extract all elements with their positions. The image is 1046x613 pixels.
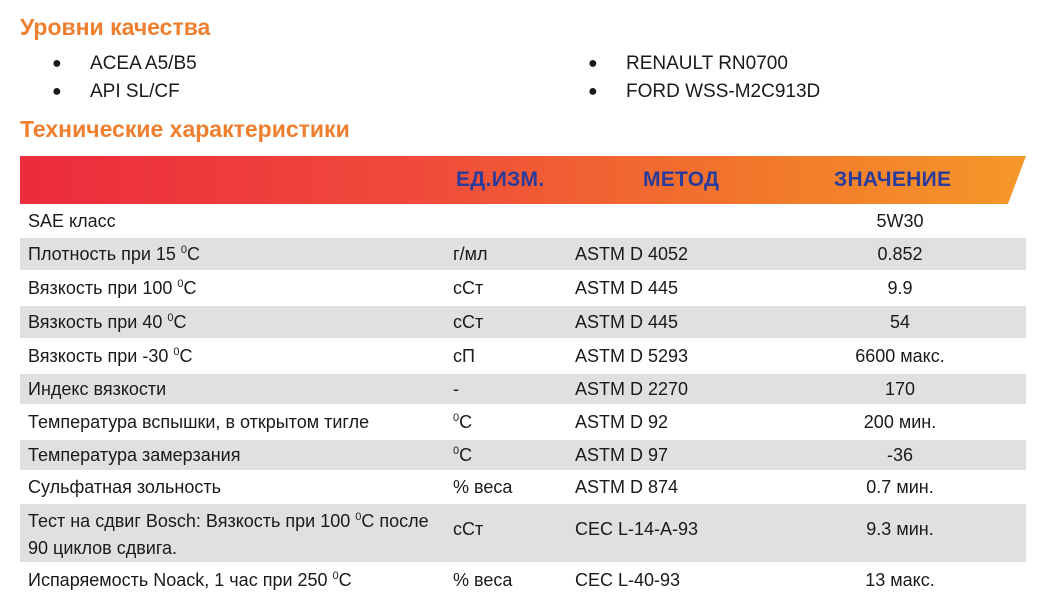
quality-item: ● FORD WSS-M2C913D <box>588 78 820 106</box>
param-method: ASTM D 2270 <box>575 379 689 399</box>
degree-superscript: 0 <box>453 445 460 457</box>
quality-item: ● ACEA A5/B5 <box>52 50 197 78</box>
param-unit: - <box>453 379 459 399</box>
param-name: SAE класс <box>28 211 116 231</box>
degree-superscript: 0 <box>453 412 460 424</box>
param-value: 170 <box>884 379 916 399</box>
param-method: ASTM D 97 <box>575 445 669 465</box>
header-unit: ЕД.ИЗМ. <box>456 168 545 191</box>
param-method: CEC L-14-A-93 <box>575 519 699 539</box>
table-row <box>20 504 1026 562</box>
param-unit: сСт <box>453 519 484 539</box>
param-method: ASTM D 5293 <box>575 346 689 366</box>
quality-item: ● RENAULT RN0700 <box>588 50 820 78</box>
table-row <box>20 272 1026 304</box>
param-method: ASTM D 874 <box>575 477 679 497</box>
degree-superscript: 0 <box>332 570 339 582</box>
degree-superscript: 0 <box>180 244 188 256</box>
table-row <box>20 472 1026 502</box>
bullet-icon: ● <box>588 55 598 72</box>
param-value: 0.852 <box>877 244 923 264</box>
degree-superscript: 0 <box>167 312 174 324</box>
quality-list-left <box>52 50 197 106</box>
table-row <box>20 406 1026 438</box>
quality-levels-title: Уровни качества <box>20 14 211 40</box>
param-unit: $^0$С <box>453 412 473 432</box>
param-name: Сульфатная зольность <box>28 477 221 497</box>
param-method: ASTM D 445 <box>575 312 679 332</box>
degree-superscript: 0 <box>355 511 362 523</box>
param-value: 200 мин. <box>863 412 937 432</box>
header-value: ЗНАЧЕНИЕ <box>834 168 952 191</box>
param-unit: г/мл <box>453 244 488 264</box>
param-unit: % веса <box>453 477 513 497</box>
tech-specs-title: Технические характеристики <box>20 116 350 142</box>
param-name: Вязкость при 100 $^0$С <box>28 278 197 298</box>
table-row <box>20 440 1026 470</box>
table-row <box>20 374 1026 404</box>
degree-superscript: 0 <box>173 346 180 358</box>
bullet-icon: ● <box>588 83 598 100</box>
param-unit: $^0$С <box>453 445 473 465</box>
degree-superscript: 0 <box>177 278 184 290</box>
param-unit: % веса <box>453 570 513 590</box>
param-value: 9.3 мин. <box>866 519 934 539</box>
quality-item: ● API SL/CF <box>52 78 197 106</box>
table-row <box>20 306 1026 338</box>
header-method: МЕТОД <box>643 168 720 191</box>
table-row <box>20 340 1026 372</box>
param-value: 0.7 мин. <box>866 477 934 497</box>
param-method: ASTM D 92 <box>575 412 669 432</box>
param-value: 54 <box>889 312 911 332</box>
param-unit: сСт <box>453 312 484 332</box>
table-row <box>20 238 1026 270</box>
param-name: Индекс вязкости <box>28 379 167 399</box>
param-method: ASTM D 4052 <box>575 244 689 264</box>
param-method: ASTM D 445 <box>575 278 679 298</box>
param-name: Температура замерзания <box>28 445 241 465</box>
param-name: Температура вспышки, в открытом тигле <box>28 412 370 432</box>
param-name: Испаряемость Noack, 1 час при 250 $^0$С <box>28 570 352 590</box>
bullet-icon: ● <box>52 83 62 100</box>
specs-table <box>20 206 1026 598</box>
param-unit: сП <box>453 346 475 366</box>
param-name: Вязкость при -30 $^0$С <box>28 346 193 366</box>
param-name: Плотность при 15 $^0$С <box>28 244 201 264</box>
param-unit: сСт <box>453 278 484 298</box>
param-value: -36 <box>886 445 913 465</box>
param-name: Вязкость при 40 $^0$С <box>28 312 187 332</box>
table-row <box>20 206 1026 236</box>
quality-list-right <box>588 50 820 106</box>
param-name: Тест на сдвиг Bosch: Вязкость при 100 $^0$С после 90 циклов сдвига. <box>28 511 429 558</box>
table-row <box>20 564 1026 596</box>
param-value: 6600 макс. <box>855 346 945 366</box>
param-value: 9.9 <box>887 278 913 298</box>
param-value: 5W30 <box>876 211 924 231</box>
bullet-icon: ● <box>52 55 62 72</box>
param-method: CEC L-40-93 <box>575 570 681 590</box>
param-value: 13 макс. <box>865 570 935 590</box>
